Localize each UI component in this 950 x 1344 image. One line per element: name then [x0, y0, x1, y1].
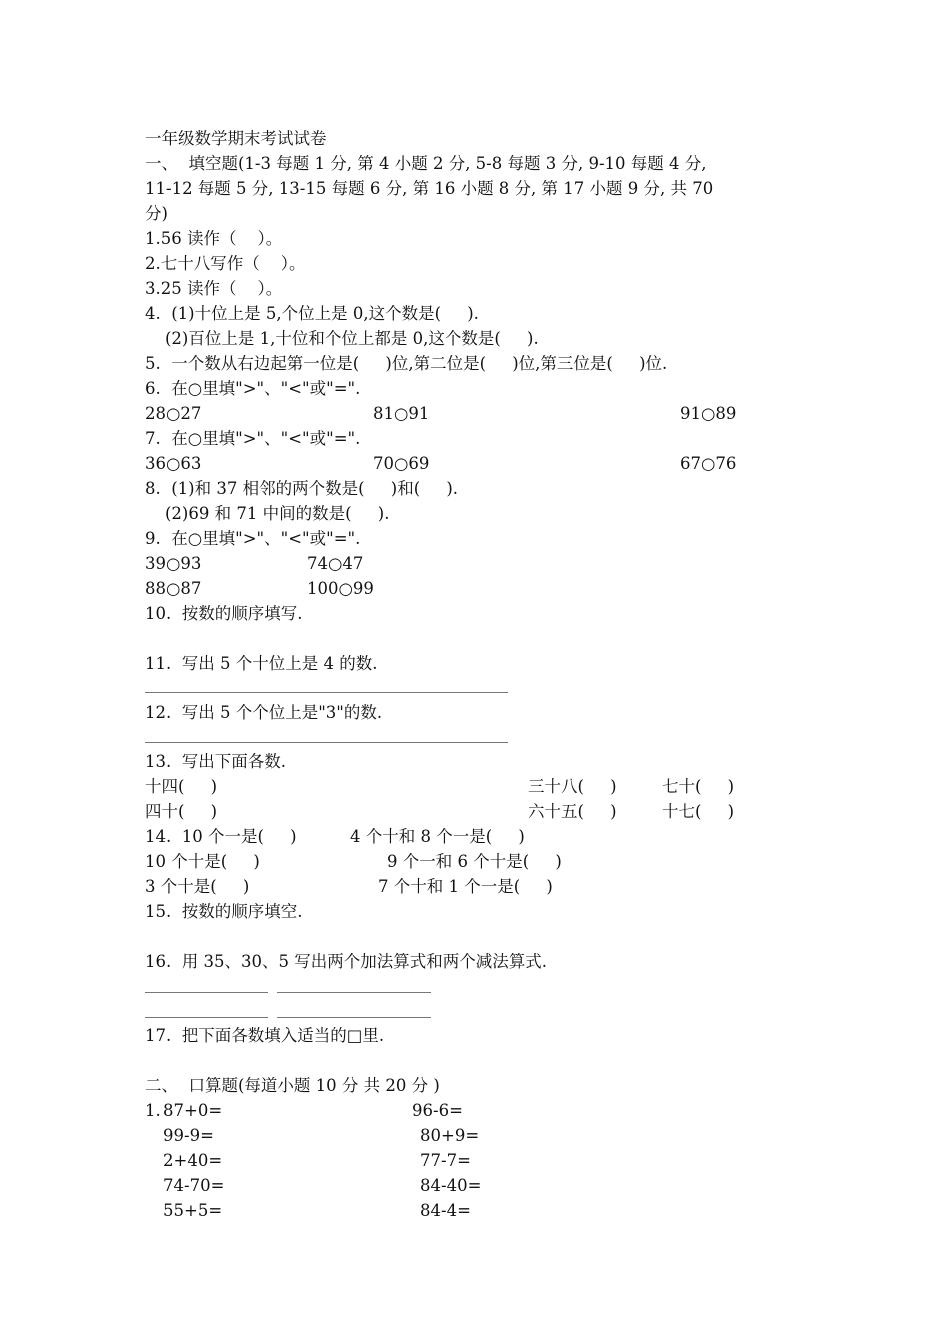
question-1: 1.56 读作（ ）。 [145, 229, 283, 248]
oral-problem: 55+5= [163, 1201, 223, 1220]
question-6-item: 81○91 [373, 404, 430, 423]
question-15: 15. 按数的顺序填空. [145, 902, 303, 921]
question-14-item: 7 个十和 1 个一是( ) [378, 877, 553, 896]
question-9-item: 100○99 [307, 579, 374, 598]
question-8-part2: (2)69 和 71 中间的数是( ). [165, 504, 390, 523]
question-11: 11. 写出 5 个十位上是 4 的数. [145, 654, 378, 673]
oral-problem: 87+0= [163, 1101, 223, 1120]
section2-question-number: 1. [145, 1101, 161, 1120]
question-13: 13. 写出下面各数. [145, 752, 286, 771]
answer-line [145, 692, 508, 693]
question-3: 3.25 读作（ ）。 [145, 279, 283, 298]
section2-header: 二、 口算题(每道小题 10 分 共 20 分 ) [145, 1076, 440, 1095]
question-6-item: 28○27 [145, 404, 202, 423]
question-14-item: 4 个十和 8 个一是( ) [350, 827, 525, 846]
question-4-part1: 4. (1)十位上是 5,个位上是 0,这个数是( ). [145, 304, 479, 323]
oral-problem: 84-40= [420, 1176, 482, 1195]
question-2: 2.七十八写作（ ）。 [145, 254, 306, 273]
question-13-item: 四十( ) [145, 802, 218, 821]
question-9: 9. 在○里填">"、"<"或"=". [145, 529, 361, 548]
question-16: 16. 用 35、30、5 写出两个加法算式和两个减法算式. [145, 952, 547, 971]
question-4-part2: (2)百位上是 1,十位和个位上都是 0,这个数是( ). [165, 329, 539, 348]
question-14-item: 10 个十是( ) [145, 852, 260, 871]
question-14-item: 14. 10 个一是( ) [145, 827, 297, 846]
question-13-item: 十七( ) [662, 802, 735, 821]
question-6-item: 91○89 [680, 404, 737, 423]
question-5: 5. 一个数从右边起第一位是( )位,第二位是( )位,第三位是( )位. [145, 354, 668, 373]
question-17: 17. 把下面各数填入适当的□里. [145, 1026, 385, 1045]
section1-header-line1: 一、 填空题(1-3 每题 1 分, 第 4 小题 2 分, 5-8 每题 3 分, 9-10 每题 4 分, [145, 154, 707, 173]
answer-line [145, 1017, 268, 1018]
question-8-part1: 8. (1)和 37 相邻的两个数是( )和( ). [145, 479, 459, 498]
question-9-item: 88○87 [145, 579, 202, 598]
question-6: 6. 在○里填">"、"<"或"=". [145, 379, 361, 398]
answer-line [145, 742, 508, 743]
question-9-item: 74○47 [307, 554, 364, 573]
question-13-item: 三十八( ) [528, 777, 617, 796]
question-13-item: 十四( ) [145, 777, 218, 796]
question-7-item: 70○69 [373, 454, 430, 473]
answer-line [277, 992, 431, 993]
question-14-item: 3 个十是( ) [145, 877, 250, 896]
answer-line [145, 992, 268, 993]
oral-problem: 2+40= [163, 1151, 223, 1170]
question-12: 12. 写出 5 个个位上是"3"的数. [145, 703, 383, 722]
oral-problem: 84-4= [420, 1201, 471, 1220]
question-7-item: 36○63 [145, 454, 202, 473]
section1-header-line3: 分) [145, 204, 168, 223]
question-13-item: 六十五( ) [528, 802, 617, 821]
section1-header-line2: 11-12 每题 5 分, 13-15 每题 6 分, 第 16 小题 8 分, 第 17 小题 9 分, 共 70 [145, 179, 714, 198]
oral-problem: 77-7= [420, 1151, 471, 1170]
question-7: 7. 在○里填">"、"<"或"=". [145, 429, 361, 448]
question-13-item: 七十( ) [662, 777, 735, 796]
question-10: 10. 按数的顺序填写. [145, 604, 303, 623]
question-7-item: 67○76 [680, 454, 737, 473]
oral-problem: 74-70= [163, 1176, 225, 1195]
exam-title: 一年级数学期末考试试卷 [145, 129, 327, 148]
answer-line [277, 1017, 431, 1018]
oral-problem: 80+9= [420, 1126, 480, 1145]
oral-problem: 99-9= [163, 1126, 214, 1145]
question-14-item: 9 个一和 6 个十是( ) [387, 852, 562, 871]
question-9-item: 39○93 [145, 554, 202, 573]
oral-problem: 96-6= [412, 1101, 463, 1120]
